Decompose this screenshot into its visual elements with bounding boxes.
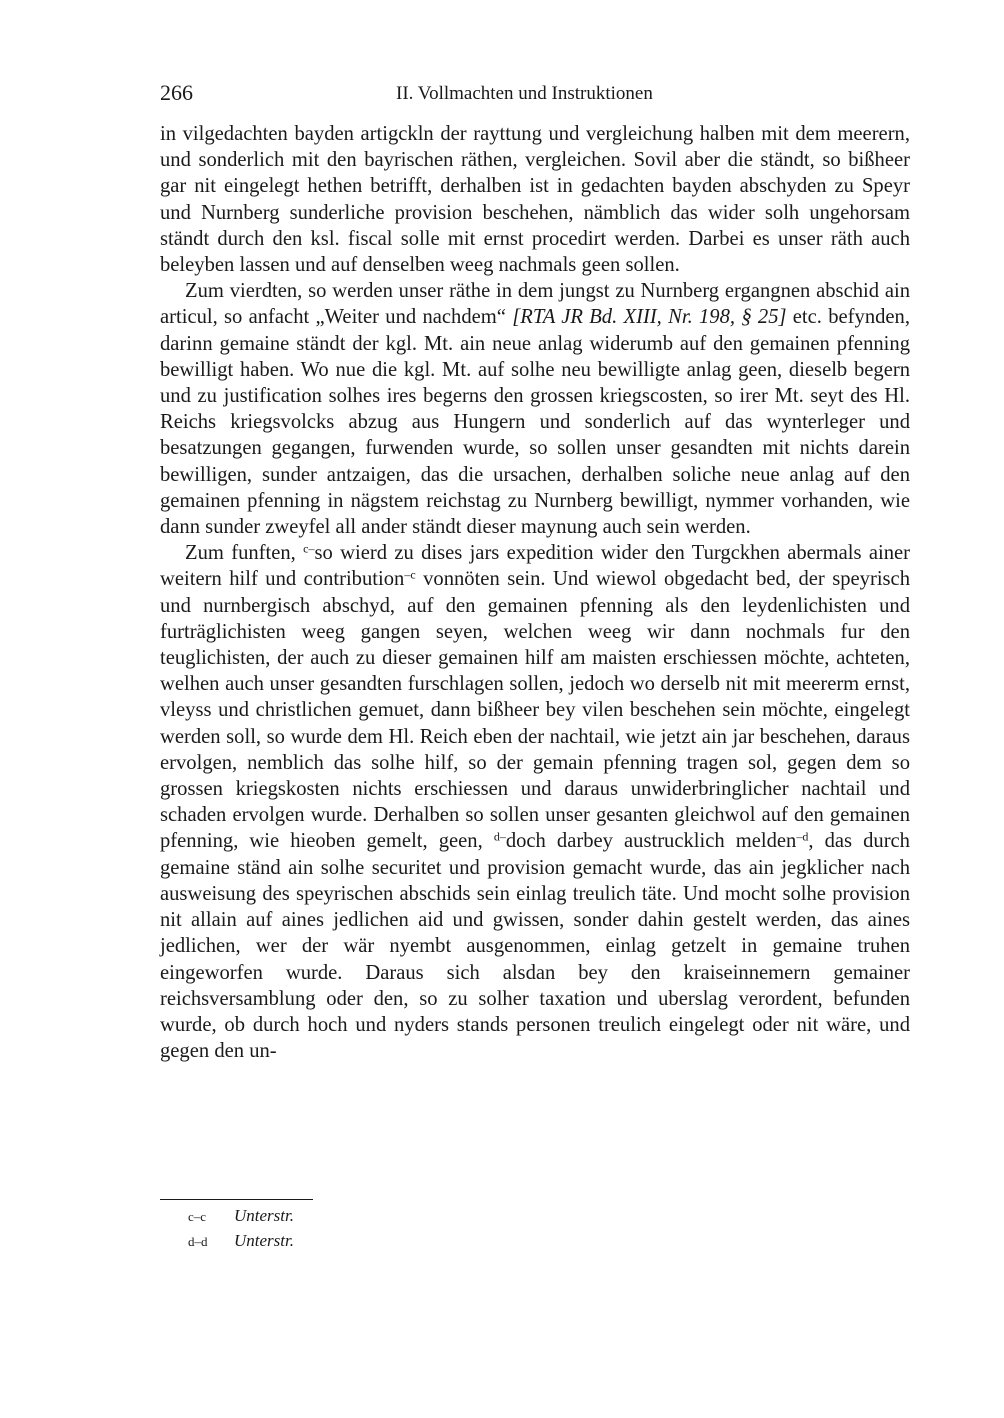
paragraph-2-text-b: etc. befynden, darinn gemaine ständt der kgl. Mt. ain neue anlag widerumb auf den gemainen pfenning bewilligt haben. Wo nue die kgl. Mt. auf solhe neu bewilligte anlag geen, dieselb begern und zu justification solhes ires begerns den grossen kriegscosten, so irer Mt. seyt des Hl. Reichs kriegsvolcks abzug aus Hungern und sonderlich auf das wynterleger und besatzungen gegangen, furwenden wurde, so sollen unser gesandten mit nichts darein bewilligen, sunder antzaigen, das die ursachen, derhalben soliche neue anlag auf den gemainen pfenning in nägstem reichstag zu Nurnberg bewilligt, nymmer vorhanden, wie dann sunder zweyfel all ander ständt dieser maynung auch sein werden. [160,306,910,539]
page-number: 266 [160,80,193,105]
paragraph-3-text-b: so wierd zu dises jars expedition wider den Turgckhen abermals ainer weitern hilf und contribution [160,542,910,591]
footnote-mark: d–d [188,1234,208,1249]
footnote-text: Unterstr. [234,1231,294,1250]
footnote-text: Unterstr. [234,1206,294,1225]
footnote-rule [160,1199,313,1200]
footnote-d [160,1229,460,1254]
footnote-c [160,1204,460,1229]
note-mark-c-open: c– [303,541,315,556]
paragraph-2 [160,278,910,540]
paragraph-3-text-c: vonnöten sein. Und wiewol obgedacht bed, der speyrisch und nurnbergisch abschyd, auf den gemainen pfenning als den leydenlichisten und furträglichisten weeg gangen seyen, welchen weeg wir dann nochmals fur den teuglichisten, der auch zu dieser gemainen hilf am maisten erschiessen möchte, achteten, welhen auch unser gesandten furschlagen sollen, jedoch wo derselb nit mit meererm ernst, vleyss und christlichen gemuet, dann bißheer bey vilen beschehen sein möchte, eingelegt werden soll, so wurde dem Hl. Reich eben der nachtail, wie jetzt ain jar beschehen, daraus ervolgen, nemblich das solhe hilf, so der gemain pfenning tragen sol, gegen dem so grossen kriegskosten nichts erschiessen und daraus unwiderbringlicher nachtail und schaden ervolgen wurde. Derhalben so sollen unser gesanten gleichwol auf den gemainen pfenning, wie hieoben gemelt, geen, [160,568,910,853]
footnotes [160,1204,460,1254]
note-mark-d-open: d– [493,829,506,844]
note-mark-d-close: –d [796,829,809,844]
paragraph-3-text-d: doch darbey austrucklich melden [505,830,797,853]
note-mark-c-close: –c [404,567,416,582]
paragraph-3-text-a: Zum funften, [185,542,304,565]
paragraph-3-text-e: , das durch gemaine ständ ain solhe securitet und provision gemacht wurde, das ain jegklicher nach ausweisung des speyrischen abschids sein einlag treulich täte. Und mocht solhe provision nit allain auf aines jedlichen aid und gwissen, sonder dahin gestelt werden, das aines jedlichen, wer der wär nyembt ausgenommen, einlag getzelt in gemaine truhen eingeworfen wurde. Daraus sich alsdan bey den kraiseinnemern gemainer reichsversamblung oder den, so zu solher taxation und uberslag verordent, befunden wurde, ob durch hoch und nyders stands personen treulich eingelegt oder nit wäre, und gegen den un- [160,830,910,1063]
citation-reference: [RTA JR Bd. XIII, Nr. 198, § 25] [512,306,787,329]
main-text [160,121,910,1064]
paragraph-3 [160,540,910,1064]
paragraph-2-text-a: Zum vierdten, so werden unser räthe in dem jungst zu Nurnberg ergangnen abschid ain articul, so anfacht „Weiter und nachdem“ [160,280,910,329]
running-head: II. Vollmachten und Instruktionen [396,83,653,104]
footnote-mark: c–c [188,1209,207,1224]
paragraph-1: in vilgedachten bayden artigckln der rayttung und vergleichung halben mit dem meerern, und sonderlich mit den bayrischen räthen, vergleichen. Sovil aber die ständt, so bißheer gar nit eingelegt hethen betrifft, derhalben ist in gedachten bayden abschyden zu Speyr und Nurnberg sunderliche provision beschehen, nämblich das wider solh ungehorsam ständt durch den ksl. fiscal solle mit ernst procedirt werden. Darbei es unser räth auch beleyben lassen und auf denselben weeg nachmals geen sollen. [160,123,910,277]
